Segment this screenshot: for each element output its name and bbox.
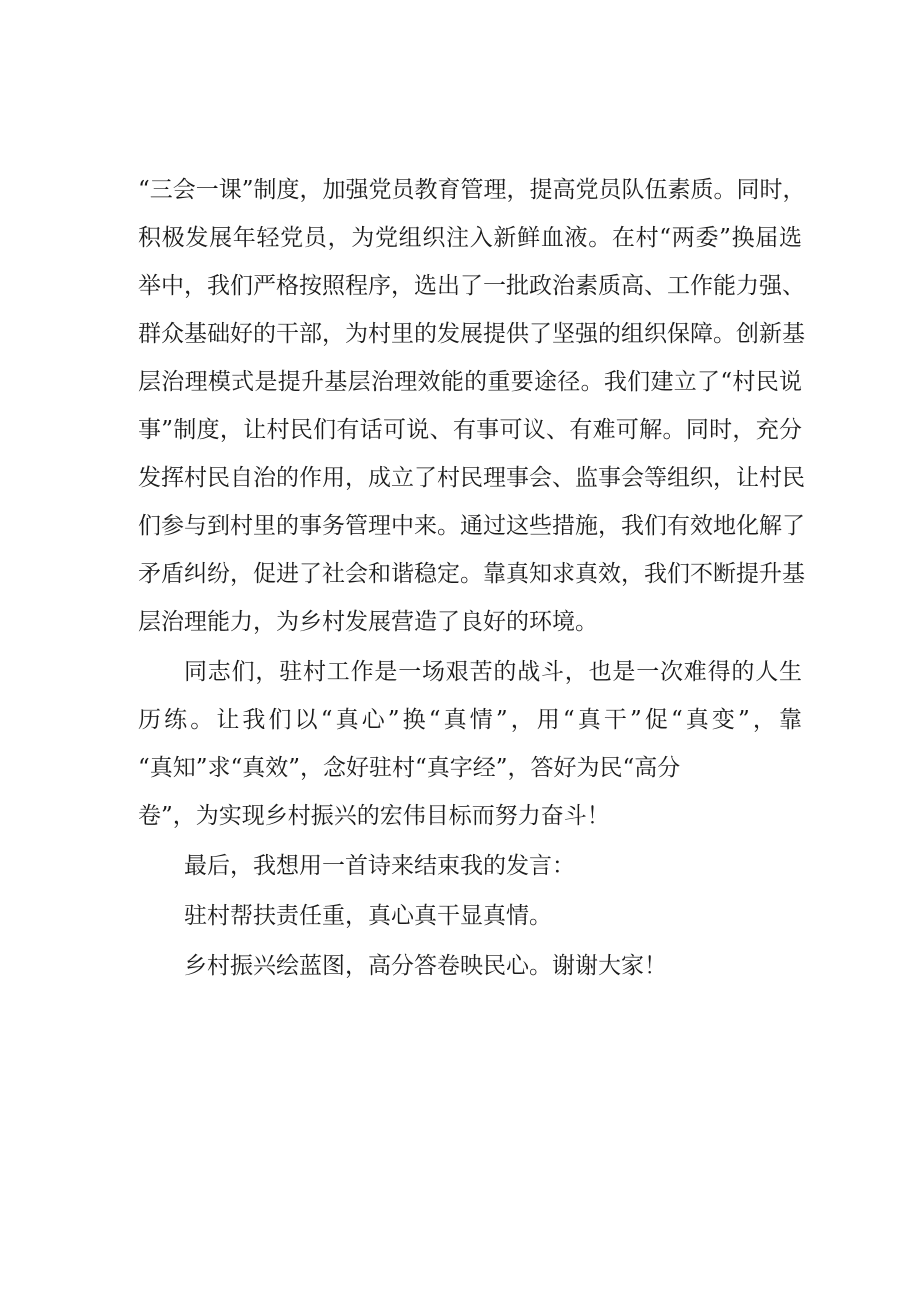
paragraph-party-governance	[138, 166, 806, 646]
paragraph-poem-line-1	[138, 892, 802, 940]
text-line: 事”制度，让村民们有话可说、有事可议、有难可解。同时，充分	[138, 417, 802, 443]
paragraph-closing-appeal	[138, 648, 802, 840]
text-line: 矛盾纠纷，促进了社会和谐稳定。靠真知求真效，我们不断提升基	[138, 561, 805, 587]
document-body	[138, 166, 806, 990]
paragraph-poem-intro	[138, 842, 802, 890]
text-line: 们参与到村里的事务管理中来。通过这些措施，我们有效地化解了	[138, 513, 805, 539]
text-line: 卷”，为实现乡村振兴的宏伟目标而努力奋斗！	[138, 803, 610, 829]
text-line: 历练。让我们以“真心”换“真情”，用“真干”促“真变”，靠	[138, 707, 802, 733]
text-line: 层治理能力，为乡村发展营造了良好的环境。	[138, 609, 598, 635]
text-line: 层治理模式是提升基层治理效能的重要途径。我们建立了“村民说	[138, 369, 802, 395]
text-line: 最后，我想用一首诗来结束我的发言：	[184, 853, 575, 879]
text-line: 积极发展年轻党员，为党组织注入新鲜血液。在村“两委”换届选	[138, 225, 802, 251]
paragraph-poem-line-2	[138, 942, 802, 990]
text-line: 乡村振兴绘蓝图，高分答卷映民心。谢谢大家！	[184, 953, 667, 979]
text-line: 发挥村民自治的作用，成立了村民理事会、监事会等组织，让村民	[138, 465, 805, 491]
text-line: 同志们，驻村工作是一场艰苦的战斗，也是一次难得的人生	[184, 659, 802, 685]
text-line: 群众基础好的干部，为村里的发展提供了坚强的组织保障。创新基	[138, 321, 805, 347]
text-line: 驻村帮扶责任重，真心真干显真情。	[184, 903, 552, 929]
text-line: “三会一课”制度，加强党员教育管理，提高党员队伍素质。同时，	[138, 177, 806, 203]
text-line: “真知”求“真效”，念好驻村“真字经”，答好为民“高分	[138, 755, 681, 781]
text-line: 举中，我们严格按照程序，选出了一批政治素质高、工作能力强、	[138, 273, 805, 299]
